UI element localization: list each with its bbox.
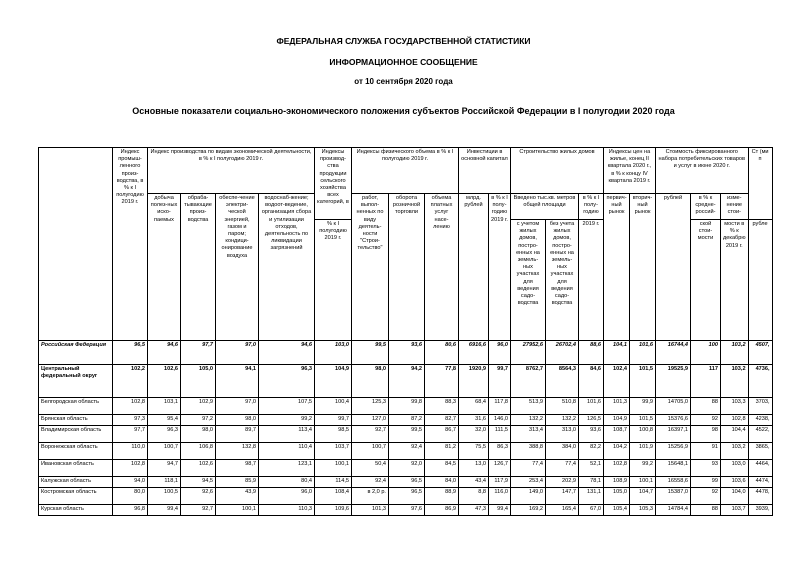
- table-cell: 92,6: [181, 488, 216, 505]
- col-water: водоснаб-жение; водоот-ведение, организация сбора и утилизации отходов, деятельность по ликвидации загрязнений: [259, 194, 315, 341]
- table-cell: 13,0: [459, 460, 489, 477]
- table-cell: в 2,0 р.: [352, 488, 389, 505]
- table-cell: 107,5: [259, 398, 315, 415]
- table-cell: 111,5: [489, 426, 511, 443]
- header-row-1: [39, 148, 773, 194]
- table-cell: 93,6: [579, 426, 604, 443]
- table-cell: 104,1: [604, 341, 630, 365]
- table-cell: 4522,: [748, 426, 772, 443]
- table-cell: 102,6: [148, 365, 181, 398]
- table-cell: 4474,: [748, 477, 772, 488]
- table-cell: 99,7: [315, 415, 352, 426]
- table-cell: 78,1: [579, 477, 604, 488]
- table-cell: 118,1: [148, 477, 181, 488]
- table-cell: 110,0: [113, 443, 148, 460]
- table-cell: 123,1: [259, 460, 315, 477]
- region-name: Курская область: [39, 505, 113, 516]
- table-cell: 97,7: [113, 426, 148, 443]
- table-cell: 15376,6: [656, 415, 691, 426]
- table-cell: 8564,3: [546, 365, 579, 398]
- col-housing-with: с учетом жилых домов, постро-енных на земель-ных участках для ведения садо-водства: [511, 220, 546, 341]
- table-cell: 100: [691, 341, 721, 365]
- table-cell: 86,9: [425, 505, 459, 516]
- table-cell: 82,2: [579, 443, 604, 460]
- table-cell: 103,2: [721, 443, 749, 460]
- table-cell: 96,5: [113, 341, 148, 365]
- table-cell: 77,8: [425, 365, 459, 398]
- table-cell: 88: [691, 398, 721, 415]
- table-cell: 16397,1: [656, 426, 691, 443]
- col-industrial-index: Индекс промыш-ленного произ-водства, в % к I полугодию 2019 г.: [113, 148, 148, 341]
- table-cell: 101,6: [630, 341, 656, 365]
- table-cell: 99: [691, 477, 721, 488]
- table-cell: 147,7: [546, 488, 579, 505]
- table-cell: 102,4: [604, 365, 630, 398]
- col-basket-cost: Стоимость фиксированного набора потребительских товаров и услуг в июне 2020 г.: [656, 148, 749, 194]
- table-cell: 1920,9: [459, 365, 489, 398]
- table-cell: 26702,4: [546, 341, 579, 365]
- table-cell: 97,2: [181, 415, 216, 426]
- table-cell: 97,3: [113, 415, 148, 426]
- table-cell: 388,8: [511, 443, 546, 460]
- table-cell: 96,5: [389, 488, 425, 505]
- table-cell: 313,4: [511, 426, 546, 443]
- table-cell: 4478,: [748, 488, 772, 505]
- table-cell: 84,5: [425, 460, 459, 477]
- table-cell: 92,4: [389, 443, 425, 460]
- region-name: Калужская область: [39, 477, 113, 488]
- table-cell: 98,0: [181, 426, 216, 443]
- statistics-table: [38, 147, 773, 516]
- col-energy: обеспе-чение электри-ческой энергией, газом и паром; кондици-онирование воздуха: [216, 194, 259, 341]
- table-cell: 104,9: [604, 415, 630, 426]
- table-cell: 94,5: [181, 477, 216, 488]
- table-cell: 100,1: [315, 460, 352, 477]
- table-cell: 110,3: [259, 505, 315, 516]
- table-cell: 103,1: [148, 398, 181, 415]
- col-paid-services: объема платных услуг насе-лению: [425, 194, 459, 341]
- table-cell: 15648,1: [656, 460, 691, 477]
- table-cell: 97,7: [181, 341, 216, 365]
- table-cell: 88,9: [425, 488, 459, 505]
- table-row: [39, 505, 773, 516]
- table-cell: 99,8: [389, 398, 425, 415]
- table-cell: 113,4: [259, 426, 315, 443]
- table-cell: 19525,9: [656, 365, 691, 398]
- table-cell: 126,5: [579, 415, 604, 426]
- table-cell: 47,3: [459, 505, 489, 516]
- col-housing-pct-year: 2019 г.: [579, 220, 604, 341]
- table-row: [39, 415, 773, 426]
- table-cell: 52,1: [579, 460, 604, 477]
- table-cell: 16744,4: [656, 341, 691, 365]
- table-cell: 80,0: [113, 488, 148, 505]
- col-basket-change: изме-нение стои-: [721, 194, 749, 220]
- table-cell: 43,4: [459, 477, 489, 488]
- table-cell: 92: [691, 415, 721, 426]
- col-investment-rub: млрд. рублей: [459, 194, 489, 341]
- table-row: [39, 398, 773, 415]
- table-cell: 108,9: [604, 477, 630, 488]
- table-row: [39, 426, 773, 443]
- col-basket-pct-avg: в % к средне-россий-: [691, 194, 721, 220]
- table-cell: 96,8: [113, 505, 148, 516]
- col-price-secondary: вторич-ный рынок: [630, 194, 656, 341]
- table-cell: 4507,: [748, 341, 772, 365]
- table-row: [39, 365, 773, 398]
- table-cell: 146,0: [489, 415, 511, 426]
- table-cell: 80,6: [425, 341, 459, 365]
- col-industrial-by-type: Индекс производства по видам экономической деятельности, в % к I полугодию 2019 г.: [148, 148, 315, 194]
- table-cell: 92,7: [352, 426, 389, 443]
- col-housing: Строительство жилых домов: [511, 148, 604, 194]
- table-cell: 104,9: [315, 365, 352, 398]
- table-cell: 68,4: [459, 398, 489, 415]
- table-cell: 202,9: [546, 477, 579, 488]
- table-cell: 96,5: [389, 477, 425, 488]
- table-cell: 384,0: [546, 443, 579, 460]
- table-cell: 95,4: [148, 415, 181, 426]
- table-cell: 117,9: [489, 477, 511, 488]
- table-cell: 127,0: [352, 415, 389, 426]
- col-housing-without: без учета жилых домов, постро-енных на земель-ных участках для ведения садо-водства: [546, 220, 579, 341]
- table-cell: 132,8: [216, 443, 259, 460]
- table-cell: 50,4: [352, 460, 389, 477]
- table-cell: 102,8: [721, 415, 749, 426]
- table-cell: 100,4: [315, 398, 352, 415]
- table-cell: 88,3: [425, 398, 459, 415]
- table-cell: 165,4: [546, 505, 579, 516]
- table-cell: 80,4: [259, 477, 315, 488]
- table-cell: 510,8: [546, 398, 579, 415]
- table-cell: 101,3: [604, 398, 630, 415]
- table-cell: 103,7: [721, 505, 749, 516]
- table-cell: 108,7: [604, 426, 630, 443]
- table-cell: 149,0: [511, 488, 546, 505]
- table-cell: 126,7: [489, 460, 511, 477]
- table-cell: 31,6: [459, 415, 489, 426]
- table-cell: 104,7: [630, 488, 656, 505]
- table-cell: 91: [691, 443, 721, 460]
- table-cell: 100,7: [352, 443, 389, 460]
- region-name: Российская Федерация: [39, 341, 113, 365]
- table-cell: 125,3: [352, 398, 389, 415]
- table-row: [39, 477, 773, 488]
- table-cell: 103,3: [721, 398, 749, 415]
- table-cell: 108,4: [315, 488, 352, 505]
- table-cell: 99,5: [389, 426, 425, 443]
- table-cell: 88,6: [579, 341, 604, 365]
- table-cell: 131,1: [579, 488, 604, 505]
- col-basket-rub: рублей: [656, 194, 691, 341]
- table-cell: 100,1: [216, 505, 259, 516]
- table-cell: 8,8: [459, 488, 489, 505]
- table-row: [39, 488, 773, 505]
- table-cell: 94,2: [389, 365, 425, 398]
- col-housing-commissioned: Введено тыс.кв. метров общей площади: [511, 194, 579, 220]
- col-investment-pct: в % к I полу-годию 2019 г.: [489, 194, 511, 341]
- agency-name: ФЕДЕРАЛЬНАЯ СЛУЖБА ГОСУДАРСТВЕННОЙ СТАТИСТИКИ: [276, 36, 531, 46]
- table-cell: 94,6: [148, 341, 181, 365]
- region-name: Костромская область: [39, 488, 113, 505]
- region-name: Центральный федеральный округ: [39, 365, 113, 398]
- table-cell: 105,0: [604, 488, 630, 505]
- table-cell: 97,0: [216, 341, 259, 365]
- table-cell: 92,4: [352, 477, 389, 488]
- col-investment: Инвестиции в основной капитал: [459, 148, 511, 194]
- table-cell: 98,7: [216, 460, 259, 477]
- table-cell: 101,5: [630, 365, 656, 398]
- table-cell: 103,7: [315, 443, 352, 460]
- col-manufacturing: обраба-тывающие произ-водства: [181, 194, 216, 341]
- table-cell: 93: [691, 460, 721, 477]
- col-retail: оборота розничной торговли: [389, 194, 425, 341]
- table-cell: 94,7: [148, 460, 181, 477]
- region-name: Брянская область: [39, 415, 113, 426]
- table-cell: 98: [691, 426, 721, 443]
- table-cell: 101,5: [630, 415, 656, 426]
- col-basket-pct-avg-unit: ской стои-мости: [691, 220, 721, 341]
- col-housing-prices: Индексы цен на жилье, конец II квартала 2020 г., в % к концу IV квартала 2019 г.: [604, 148, 656, 194]
- table-cell: 105,0: [181, 365, 216, 398]
- table-cell: 114,5: [315, 477, 352, 488]
- table-cell: 27952,6: [511, 341, 546, 365]
- table-cell: 92: [691, 488, 721, 505]
- table-cell: 6916,6: [459, 341, 489, 365]
- table-cell: 105,4: [604, 505, 630, 516]
- table-cell: 15387,0: [656, 488, 691, 505]
- table-cell: 8762,7: [511, 365, 546, 398]
- document-date: от 10 сентября 2020 года: [354, 77, 453, 86]
- table-row: [39, 443, 773, 460]
- table-cell: 104,4: [721, 426, 749, 443]
- table-cell: 99,7: [489, 365, 511, 398]
- table-cell: 100,7: [148, 443, 181, 460]
- table-cell: 82,7: [425, 415, 459, 426]
- table-cell: 81,2: [425, 443, 459, 460]
- table-cell: 104,2: [604, 443, 630, 460]
- table-cell: 14784,4: [656, 505, 691, 516]
- table-cell: 132,2: [511, 415, 546, 426]
- table-cell: 84,0: [425, 477, 459, 488]
- table-cell: 116,0: [489, 488, 511, 505]
- table-cell: 85,9: [216, 477, 259, 488]
- table-cell: 87,2: [389, 415, 425, 426]
- col-price-primary: первич-ный рынок: [604, 194, 630, 341]
- table-cell: 89,7: [216, 426, 259, 443]
- table-cell: 3865,: [748, 443, 772, 460]
- table-cell: 98,0: [352, 365, 389, 398]
- col-agri-index: Индексы производ-ства продукции сельского хозяйства всех категорий, в: [315, 148, 352, 220]
- table-cell: 103,0: [315, 341, 352, 365]
- table-cell: 96,3: [259, 365, 315, 398]
- col-basket-change-unit: мости в % к декабрю 2019 г.: [721, 220, 749, 341]
- table-cell: 43,9: [216, 488, 259, 505]
- region-name: Белгородская область: [39, 398, 113, 415]
- table-cell: 102,8: [113, 398, 148, 415]
- col-housing-pct: в % к I полу-годию: [579, 194, 604, 220]
- table-cell: 32,0: [459, 426, 489, 443]
- col-physical-volume: Индексы физического объема в % к I полугодию 2019 г.: [352, 148, 459, 194]
- table-cell: 99,4: [148, 505, 181, 516]
- region-name: Воронежская область: [39, 443, 113, 460]
- table-cell: 102,8: [604, 460, 630, 477]
- table-cell: 513,9: [511, 398, 546, 415]
- col-next-cut-sub: рубле: [748, 220, 772, 341]
- table-cell: 99,5: [352, 341, 389, 365]
- table-cell: 99,9: [630, 398, 656, 415]
- table-cell: 102,6: [181, 460, 216, 477]
- document-title: Основные показатели социально-экономического положения субъектов Российской Федерации в I полугодии 2020 года: [132, 106, 675, 116]
- table-cell: 77,4: [511, 460, 546, 477]
- table-cell: 99,2: [630, 460, 656, 477]
- table-cell: 109,6: [315, 505, 352, 516]
- table-cell: 67,0: [579, 505, 604, 516]
- table-cell: 96,0: [259, 488, 315, 505]
- col-agri-index-unit: % к I полугодию 2019 г.: [315, 220, 352, 341]
- region-name: Ивановская область: [39, 460, 113, 477]
- table-cell: 102,2: [113, 365, 148, 398]
- col-construction-works: работ, выпол-ненных по виду деятель-ности "Строи-тельство": [352, 194, 389, 341]
- table-cell: 77,4: [546, 460, 579, 477]
- col-mining: добыча полез-ных иско-паемых: [148, 194, 181, 341]
- table-cell: 99,2: [259, 415, 315, 426]
- header-row-2: [39, 194, 773, 220]
- region-header-cell: [39, 148, 113, 341]
- table-cell: 100,1: [630, 477, 656, 488]
- region-name: Владимирская область: [39, 426, 113, 443]
- table-cell: 86,7: [425, 426, 459, 443]
- table-cell: 96,0: [489, 341, 511, 365]
- document-type: ИНФОРМАЦИОННОЕ СООБЩЕНИЕ: [329, 57, 478, 67]
- table-cell: 3703,: [748, 398, 772, 415]
- table-cell: 99,4: [489, 505, 511, 516]
- table-cell: 101,9: [630, 443, 656, 460]
- table-cell: 94,1: [216, 365, 259, 398]
- table-cell: 101,3: [352, 505, 389, 516]
- table-cell: 117,8: [489, 398, 511, 415]
- table-cell: 313,0: [546, 426, 579, 443]
- table-cell: 98,5: [315, 426, 352, 443]
- table-cell: 16558,6: [656, 477, 691, 488]
- table-cell: 84,6: [579, 365, 604, 398]
- table-cell: 4464,: [748, 460, 772, 477]
- table-cell: 94,0: [113, 477, 148, 488]
- table-cell: 3939,: [748, 505, 772, 516]
- table-cell: 15256,9: [656, 443, 691, 460]
- table-cell: 92,0: [389, 460, 425, 477]
- col-next-cut: Ст (ми п: [748, 148, 772, 220]
- table-row: [39, 341, 773, 365]
- table-cell: 102,9: [181, 398, 216, 415]
- table-cell: 253,4: [511, 477, 546, 488]
- table-cell: 103,0: [721, 460, 749, 477]
- table-body: [39, 341, 773, 516]
- table-cell: 4736,: [748, 365, 772, 398]
- table-cell: 103,2: [721, 341, 749, 365]
- table-cell: 4238,: [748, 415, 772, 426]
- table-cell: 75,5: [459, 443, 489, 460]
- table-cell: 14705,0: [656, 398, 691, 415]
- table-cell: 105,3: [630, 505, 656, 516]
- table-cell: 100,8: [630, 426, 656, 443]
- table-cell: 86,3: [489, 443, 511, 460]
- table-cell: 100,5: [148, 488, 181, 505]
- table-cell: 106,8: [181, 443, 216, 460]
- table-cell: 103,2: [721, 365, 749, 398]
- table-cell: 93,6: [389, 341, 425, 365]
- table-cell: 94,6: [259, 341, 315, 365]
- table-cell: 104,0: [721, 488, 749, 505]
- table-cell: 98,0: [216, 415, 259, 426]
- table-cell: 169,2: [511, 505, 546, 516]
- table-row: [39, 460, 773, 477]
- table-cell: 103,6: [721, 477, 749, 488]
- table-cell: 101,6: [579, 398, 604, 415]
- table-cell: 110,4: [259, 443, 315, 460]
- table-cell: 132,2: [546, 415, 579, 426]
- table-cell: 102,8: [113, 460, 148, 477]
- table-cell: 96,3: [148, 426, 181, 443]
- table-cell: 97,6: [389, 505, 425, 516]
- table-cell: 92,7: [181, 505, 216, 516]
- table-cell: 117: [691, 365, 721, 398]
- table-cell: 97,0: [216, 398, 259, 415]
- table-cell: 88: [691, 505, 721, 516]
